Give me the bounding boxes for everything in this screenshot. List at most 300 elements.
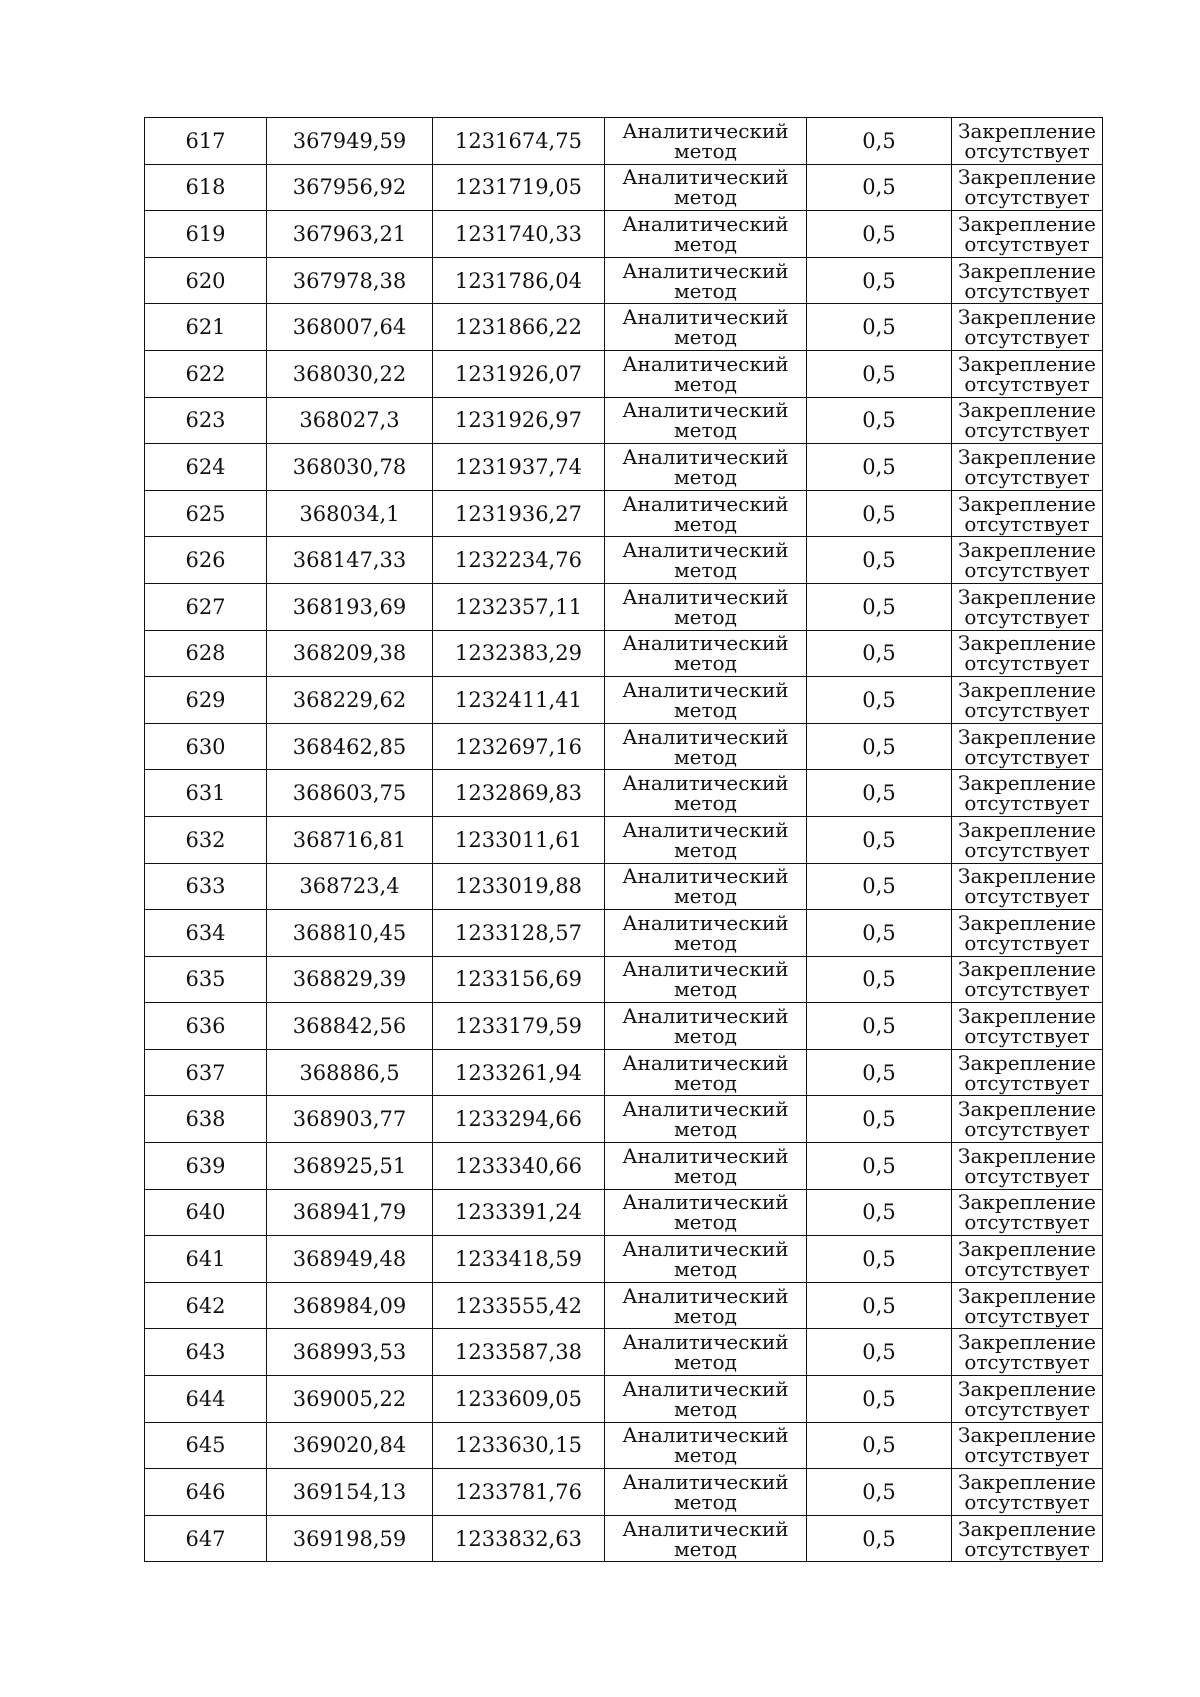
y-coordinate-cell: 1231926,97 — [433, 397, 605, 444]
method-line-1: Аналитический — [622, 1283, 789, 1308]
point-number-cell: 626 — [145, 537, 267, 584]
fixing-line-1: Закрепление — [958, 957, 1096, 982]
table-row — [145, 1236, 1103, 1283]
table-row — [145, 1422, 1103, 1469]
method-line-2: метод — [674, 278, 737, 303]
point-number-cell: 618 — [145, 164, 267, 211]
method-cell — [605, 583, 807, 630]
point-number-cell: 640 — [145, 1189, 267, 1236]
method-cell — [605, 397, 807, 444]
y-coordinate-cell: 1231926,07 — [433, 350, 605, 397]
fixing-line-2: отсутствует — [964, 418, 1090, 443]
fixing-line-1: Закрепление — [958, 211, 1096, 236]
x-coordinate-cell: 368925,51 — [267, 1143, 433, 1190]
point-number-cell: 630 — [145, 723, 267, 770]
fixing-line-2: отсутствует — [964, 884, 1090, 909]
table-row — [145, 1469, 1103, 1516]
point-number-cell: 642 — [145, 1282, 267, 1329]
x-coordinate-cell: 369020,84 — [267, 1422, 433, 1469]
fixing-line-1: Закрепление — [958, 1143, 1096, 1168]
method-line-1: Аналитический — [622, 1470, 789, 1495]
fixing-line-1: Закрепление — [958, 1097, 1096, 1122]
method-line-1: Аналитический — [622, 165, 789, 190]
y-coordinate-cell: 1233832,63 — [433, 1515, 605, 1562]
point-number-cell: 620 — [145, 257, 267, 304]
fixing-line-2: отсутствует — [964, 1536, 1090, 1561]
fixing-line-1: Закрепление — [958, 584, 1096, 609]
accuracy-cell: 0,5 — [807, 537, 952, 584]
method-cell — [605, 164, 807, 211]
method-line-1: Аналитический — [622, 305, 789, 330]
accuracy-cell: 0,5 — [807, 397, 952, 444]
x-coordinate-cell: 368941,79 — [267, 1189, 433, 1236]
method-line-1: Аналитический — [622, 584, 789, 609]
x-coordinate-cell: 368229,62 — [267, 677, 433, 724]
point-number-cell: 623 — [145, 397, 267, 444]
point-number-cell: 628 — [145, 630, 267, 677]
point-number-cell: 622 — [145, 350, 267, 397]
accuracy-cell: 0,5 — [807, 1469, 952, 1516]
point-number-cell: 625 — [145, 490, 267, 537]
table-row — [145, 1143, 1103, 1190]
method-cell — [605, 1236, 807, 1283]
y-coordinate-cell: 1233019,88 — [433, 863, 605, 910]
fixing-line-2: отсутствует — [964, 1024, 1090, 1049]
point-number-cell: 636 — [145, 1003, 267, 1050]
table-row — [145, 956, 1103, 1003]
method-line-1: Аналитический — [622, 491, 789, 516]
table-row — [145, 1376, 1103, 1423]
point-number-cell: 646 — [145, 1469, 267, 1516]
accuracy-cell: 0,5 — [807, 350, 952, 397]
accuracy-cell: 0,5 — [807, 490, 952, 537]
method-cell — [605, 863, 807, 910]
fixing-line-2: отсутствует — [964, 325, 1090, 350]
fixing-line-2: отсутствует — [964, 1070, 1090, 1095]
method-line-2: метод — [674, 1536, 737, 1561]
method-cell — [605, 1329, 807, 1376]
point-number-cell: 635 — [145, 956, 267, 1003]
fixing-line-2: отсутствует — [964, 651, 1090, 676]
table-row — [145, 1515, 1103, 1562]
table-row — [145, 863, 1103, 910]
method-line-1: Аналитический — [622, 771, 789, 796]
method-line-2: метод — [674, 651, 737, 676]
method-line-2: метод — [674, 977, 737, 1002]
fixing-line-2: отсутствует — [964, 697, 1090, 722]
y-coordinate-cell: 1232357,11 — [433, 583, 605, 630]
accuracy-cell: 0,5 — [807, 723, 952, 770]
x-coordinate-cell: 368603,75 — [267, 770, 433, 817]
fixing-line-2: отсутствует — [964, 1443, 1090, 1468]
table-row — [145, 118, 1103, 165]
y-coordinate-cell: 1233630,15 — [433, 1422, 605, 1469]
table-row — [145, 537, 1103, 584]
fixing-line-1: Закрепление — [958, 1283, 1096, 1308]
y-coordinate-cell: 1232697,16 — [433, 723, 605, 770]
method-cell — [605, 211, 807, 258]
fixing-line-2: отсутствует — [964, 1210, 1090, 1235]
method-line-1: Аналитический — [622, 538, 789, 563]
coordinates-table-body — [145, 118, 1103, 1562]
method-line-1: Аналитический — [622, 444, 789, 469]
method-cell — [605, 1049, 807, 1096]
method-line-2: метод — [674, 558, 737, 583]
table-row — [145, 1096, 1103, 1143]
fixing-line-2: отсутствует — [964, 558, 1090, 583]
fixing-line-2: отсутствует — [964, 464, 1090, 489]
x-coordinate-cell: 368007,64 — [267, 304, 433, 351]
table-row — [145, 583, 1103, 630]
method-cell — [605, 1376, 807, 1423]
method-cell — [605, 118, 807, 165]
fixing-cell — [952, 1422, 1103, 1469]
method-cell — [605, 677, 807, 724]
fixing-line-1: Закрепление — [958, 398, 1096, 423]
fixing-line-2: отсутствует — [964, 1117, 1090, 1142]
fixing-line-2: отсутствует — [964, 791, 1090, 816]
method-line-1: Аналитический — [622, 258, 789, 283]
table-row — [145, 1329, 1103, 1376]
y-coordinate-cell: 1233179,59 — [433, 1003, 605, 1050]
method-line-2: метод — [674, 1163, 737, 1188]
y-coordinate-cell: 1231740,33 — [433, 211, 605, 258]
method-line-1: Аналитический — [622, 910, 789, 935]
table-row — [145, 444, 1103, 491]
fixing-line-2: отсутствует — [964, 511, 1090, 536]
fixing-line-1: Закрепление — [958, 1470, 1096, 1495]
method-cell — [605, 537, 807, 584]
x-coordinate-cell: 368030,78 — [267, 444, 433, 491]
point-number-cell: 621 — [145, 304, 267, 351]
x-coordinate-cell: 367949,59 — [267, 118, 433, 165]
accuracy-cell: 0,5 — [807, 1003, 952, 1050]
method-cell — [605, 910, 807, 957]
coordinates-table — [144, 117, 1103, 1562]
fixing-cell — [952, 723, 1103, 770]
fixing-line-1: Закрепление — [958, 817, 1096, 842]
method-line-1: Аналитический — [622, 1423, 789, 1448]
fixing-line-1: Закрепление — [958, 258, 1096, 283]
fixing-line-1: Закрепление — [958, 1516, 1096, 1541]
y-coordinate-cell: 1233418,59 — [433, 1236, 605, 1283]
method-cell — [605, 630, 807, 677]
method-line-1: Аналитический — [622, 1237, 789, 1262]
fixing-line-2: отсутствует — [964, 604, 1090, 629]
method-cell — [605, 1282, 807, 1329]
fixing-cell — [952, 1282, 1103, 1329]
method-line-2: метод — [674, 1396, 737, 1421]
fixing-line-2: отсутствует — [964, 977, 1090, 1002]
fixing-cell — [952, 770, 1103, 817]
accuracy-cell: 0,5 — [807, 1236, 952, 1283]
accuracy-cell: 0,5 — [807, 770, 952, 817]
method-line-2: метод — [674, 884, 737, 909]
method-line-2: метод — [674, 930, 737, 955]
method-line-1: Аналитический — [622, 1143, 789, 1168]
x-coordinate-cell: 368193,69 — [267, 583, 433, 630]
point-number-cell: 624 — [145, 444, 267, 491]
x-coordinate-cell: 369154,13 — [267, 1469, 433, 1516]
method-line-2: метод — [674, 1024, 737, 1049]
method-line-1: Аналитический — [622, 817, 789, 842]
y-coordinate-cell: 1233128,57 — [433, 910, 605, 957]
accuracy-cell: 0,5 — [807, 1096, 952, 1143]
method-cell — [605, 490, 807, 537]
fixing-line-1: Закрепление — [958, 864, 1096, 889]
fixing-cell — [952, 1329, 1103, 1376]
accuracy-cell: 0,5 — [807, 1143, 952, 1190]
method-line-2: метод — [674, 185, 737, 210]
accuracy-cell: 0,5 — [807, 816, 952, 863]
method-cell — [605, 350, 807, 397]
y-coordinate-cell: 1232383,29 — [433, 630, 605, 677]
method-line-2: метод — [674, 1490, 737, 1515]
x-coordinate-cell: 368034,1 — [267, 490, 433, 537]
table-row — [145, 1003, 1103, 1050]
method-line-2: метод — [674, 1350, 737, 1375]
fixing-cell — [952, 490, 1103, 537]
method-line-1: Аналитический — [622, 631, 789, 656]
y-coordinate-cell: 1231866,22 — [433, 304, 605, 351]
method-line-1: Аналитический — [622, 1376, 789, 1401]
fixing-cell — [952, 910, 1103, 957]
fixing-line-1: Закрепление — [958, 771, 1096, 796]
fixing-cell — [952, 118, 1103, 165]
fixing-line-2: отсутствует — [964, 371, 1090, 396]
table-row — [145, 1282, 1103, 1329]
y-coordinate-cell: 1232869,83 — [433, 770, 605, 817]
fixing-cell — [952, 164, 1103, 211]
method-line-2: метод — [674, 837, 737, 862]
x-coordinate-cell: 369005,22 — [267, 1376, 433, 1423]
method-line-2: метод — [674, 604, 737, 629]
accuracy-cell: 0,5 — [807, 1376, 952, 1423]
fixing-line-2: отсутствует — [964, 1303, 1090, 1328]
table-row — [145, 304, 1103, 351]
fixing-line-1: Закрепление — [958, 677, 1096, 702]
fixing-cell — [952, 816, 1103, 863]
y-coordinate-cell: 1231719,05 — [433, 164, 605, 211]
fixing-cell — [952, 1376, 1103, 1423]
fixing-cell — [952, 630, 1103, 677]
y-coordinate-cell: 1232234,76 — [433, 537, 605, 584]
x-coordinate-cell: 368842,56 — [267, 1003, 433, 1050]
point-number-cell: 638 — [145, 1096, 267, 1143]
method-line-2: метод — [674, 418, 737, 443]
table-row — [145, 211, 1103, 258]
method-line-1: Аналитический — [622, 398, 789, 423]
method-line-1: Аналитический — [622, 1190, 789, 1215]
accuracy-cell: 0,5 — [807, 118, 952, 165]
method-line-1: Аналитический — [622, 1330, 789, 1355]
x-coordinate-cell: 369198,59 — [267, 1515, 433, 1562]
point-number-cell: 645 — [145, 1422, 267, 1469]
y-coordinate-cell: 1233011,61 — [433, 816, 605, 863]
x-coordinate-cell: 368209,38 — [267, 630, 433, 677]
y-coordinate-cell: 1233781,76 — [433, 1469, 605, 1516]
method-cell — [605, 1422, 807, 1469]
fixing-line-2: отсутствует — [964, 1163, 1090, 1188]
method-cell — [605, 444, 807, 491]
method-line-2: метод — [674, 697, 737, 722]
fixing-line-2: отсутствует — [964, 231, 1090, 256]
table-row — [145, 350, 1103, 397]
fixing-line-2: отсутствует — [964, 1396, 1090, 1421]
point-number-cell: 644 — [145, 1376, 267, 1423]
fixing-cell — [952, 350, 1103, 397]
x-coordinate-cell: 368723,4 — [267, 863, 433, 910]
point-number-cell: 629 — [145, 677, 267, 724]
point-number-cell: 641 — [145, 1236, 267, 1283]
point-number-cell: 634 — [145, 910, 267, 957]
fixing-cell — [952, 304, 1103, 351]
method-line-1: Аналитический — [622, 1516, 789, 1541]
fixing-cell — [952, 677, 1103, 724]
method-line-1: Аналитический — [622, 677, 789, 702]
method-line-2: метод — [674, 1257, 737, 1282]
method-line-2: метод — [674, 1070, 737, 1095]
accuracy-cell: 0,5 — [807, 956, 952, 1003]
x-coordinate-cell: 368886,5 — [267, 1049, 433, 1096]
y-coordinate-cell: 1231936,27 — [433, 490, 605, 537]
fixing-line-1: Закрепление — [958, 305, 1096, 330]
fixing-line-1: Закрепление — [958, 491, 1096, 516]
method-line-2: метод — [674, 1210, 737, 1235]
accuracy-cell: 0,5 — [807, 1422, 952, 1469]
accuracy-cell: 0,5 — [807, 257, 952, 304]
method-cell — [605, 770, 807, 817]
method-line-1: Аналитический — [622, 1004, 789, 1029]
fixing-line-1: Закрепление — [958, 1004, 1096, 1029]
point-number-cell: 639 — [145, 1143, 267, 1190]
method-cell — [605, 816, 807, 863]
fixing-cell — [952, 1469, 1103, 1516]
y-coordinate-cell: 1233294,66 — [433, 1096, 605, 1143]
method-line-2: метод — [674, 464, 737, 489]
method-line-2: метод — [674, 325, 737, 350]
method-line-1: Аналитический — [622, 118, 789, 143]
fixing-line-2: отсутствует — [964, 1490, 1090, 1515]
fixing-line-1: Закрепление — [958, 1423, 1096, 1448]
accuracy-cell: 0,5 — [807, 444, 952, 491]
table-row — [145, 723, 1103, 770]
fixing-line-1: Закрепление — [958, 165, 1096, 190]
fixing-cell — [952, 1003, 1103, 1050]
method-line-2: метод — [674, 371, 737, 396]
y-coordinate-cell: 1233555,42 — [433, 1282, 605, 1329]
accuracy-cell: 0,5 — [807, 211, 952, 258]
point-number-cell: 617 — [145, 118, 267, 165]
method-line-2: метод — [674, 1117, 737, 1142]
fixing-line-2: отсутствует — [964, 837, 1090, 862]
accuracy-cell: 0,5 — [807, 164, 952, 211]
fixing-cell — [952, 397, 1103, 444]
point-number-cell: 643 — [145, 1329, 267, 1376]
table-row — [145, 257, 1103, 304]
fixing-line-1: Закрепление — [958, 724, 1096, 749]
accuracy-cell: 0,5 — [807, 630, 952, 677]
fixing-line-1: Закрепление — [958, 1190, 1096, 1215]
method-cell — [605, 1143, 807, 1190]
x-coordinate-cell: 368030,22 — [267, 350, 433, 397]
method-cell — [605, 1515, 807, 1562]
table-row — [145, 1189, 1103, 1236]
fixing-cell — [952, 1096, 1103, 1143]
point-number-cell: 632 — [145, 816, 267, 863]
accuracy-cell: 0,5 — [807, 863, 952, 910]
y-coordinate-cell: 1233609,05 — [433, 1376, 605, 1423]
fixing-line-2: отсутствует — [964, 278, 1090, 303]
x-coordinate-cell: 368984,09 — [267, 1282, 433, 1329]
fixing-cell — [952, 1049, 1103, 1096]
method-line-1: Аналитический — [622, 351, 789, 376]
accuracy-cell: 0,5 — [807, 1049, 952, 1096]
fixing-cell — [952, 1143, 1103, 1190]
y-coordinate-cell: 1233156,69 — [433, 956, 605, 1003]
fixing-cell — [952, 1189, 1103, 1236]
table-row — [145, 490, 1103, 537]
fixing-line-1: Закрепление — [958, 1376, 1096, 1401]
point-number-cell: 631 — [145, 770, 267, 817]
fixing-line-2: отсутствует — [964, 1350, 1090, 1375]
x-coordinate-cell: 368716,81 — [267, 816, 433, 863]
point-number-cell: 619 — [145, 211, 267, 258]
method-line-1: Аналитический — [622, 211, 789, 236]
fixing-cell — [952, 537, 1103, 584]
fixing-line-2: отсутствует — [964, 1257, 1090, 1282]
x-coordinate-cell: 368949,48 — [267, 1236, 433, 1283]
method-cell — [605, 304, 807, 351]
method-line-1: Аналитический — [622, 1097, 789, 1122]
method-cell — [605, 956, 807, 1003]
y-coordinate-cell: 1233391,24 — [433, 1189, 605, 1236]
table-row — [145, 816, 1103, 863]
method-cell — [605, 723, 807, 770]
y-coordinate-cell: 1233587,38 — [433, 1329, 605, 1376]
x-coordinate-cell: 367978,38 — [267, 257, 433, 304]
method-cell — [605, 1189, 807, 1236]
x-coordinate-cell: 368993,53 — [267, 1329, 433, 1376]
accuracy-cell: 0,5 — [807, 1189, 952, 1236]
method-line-2: метод — [674, 231, 737, 256]
point-number-cell: 633 — [145, 863, 267, 910]
fixing-line-1: Закрепление — [958, 118, 1096, 143]
accuracy-cell: 0,5 — [807, 304, 952, 351]
fixing-line-1: Закрепление — [958, 1237, 1096, 1262]
fixing-cell — [952, 1236, 1103, 1283]
method-line-2: метод — [674, 138, 737, 163]
fixing-cell — [952, 444, 1103, 491]
fixing-line-1: Закрепление — [958, 351, 1096, 376]
fixing-cell — [952, 863, 1103, 910]
accuracy-cell: 0,5 — [807, 1282, 952, 1329]
method-cell — [605, 257, 807, 304]
method-line-2: метод — [674, 744, 737, 769]
x-coordinate-cell: 368903,77 — [267, 1096, 433, 1143]
fixing-line-2: отсутствует — [964, 185, 1090, 210]
method-line-1: Аналитический — [622, 1050, 789, 1075]
table-row — [145, 1049, 1103, 1096]
x-coordinate-cell: 367956,92 — [267, 164, 433, 211]
x-coordinate-cell: 368810,45 — [267, 910, 433, 957]
y-coordinate-cell: 1232411,41 — [433, 677, 605, 724]
table-row — [145, 910, 1103, 957]
y-coordinate-cell: 1231674,75 — [433, 118, 605, 165]
fixing-line-1: Закрепление — [958, 631, 1096, 656]
fixing-cell — [952, 211, 1103, 258]
point-number-cell: 627 — [145, 583, 267, 630]
